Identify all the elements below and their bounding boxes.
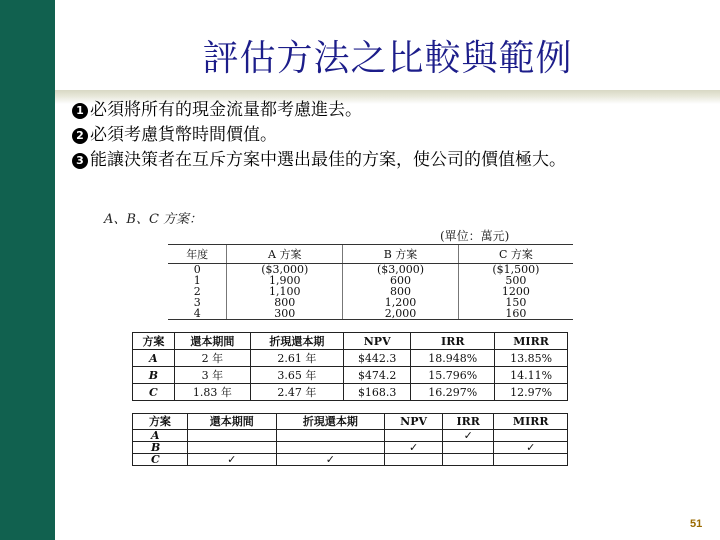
- table-cell: ($1,500): [458, 264, 573, 276]
- table-cell: 13.85%: [495, 350, 568, 367]
- selection-table: [132, 413, 568, 466]
- table-cell: 500: [458, 275, 573, 286]
- check-cell: ✓: [187, 454, 276, 466]
- check-cell: [276, 442, 385, 454]
- bullet-text: 必須將所有的現金流量都考慮進去。: [90, 100, 362, 120]
- column-header: B 方案: [343, 245, 459, 264]
- table-cell: 2: [193, 285, 201, 298]
- check-cell: ✓: [276, 454, 385, 466]
- table-cell: 600: [343, 275, 459, 286]
- project-label: A: [133, 350, 175, 367]
- column-header: 折現還本期: [250, 333, 343, 350]
- table-cell: 1,900: [227, 275, 343, 286]
- bullet-list: [72, 98, 712, 173]
- page-number: 51: [690, 518, 703, 530]
- table-cell: 1: [193, 274, 201, 287]
- column-header: A 方案: [227, 245, 343, 264]
- table-cell: 3: [193, 296, 201, 309]
- table-cell: 150: [458, 297, 573, 308]
- table-cell: 2 年: [174, 350, 250, 367]
- table-cell: 15.796%: [411, 367, 495, 384]
- column-header: MIRR: [495, 333, 568, 350]
- bullet-number-3: 3: [72, 153, 88, 169]
- table-cell: 1200: [458, 286, 573, 297]
- column-header: NPV: [385, 414, 443, 430]
- check-cell: ✓: [442, 430, 493, 442]
- table-cell: 18.948%: [411, 350, 495, 367]
- table-cell: $168.3: [343, 384, 410, 401]
- table-cell: ($3,000): [227, 264, 343, 276]
- table-row: [133, 384, 568, 401]
- table-cell: 0: [193, 263, 201, 276]
- bullet-number-2: 2: [72, 128, 88, 144]
- check-cell: [385, 430, 443, 442]
- figure-caption: A、B、C 方案：: [104, 212, 203, 227]
- table-cell: 14.11%: [495, 367, 568, 384]
- table-cell: $442.3: [343, 350, 410, 367]
- column-header: 還本期間: [187, 414, 276, 430]
- table-row: [133, 367, 568, 384]
- column-header: 折現還本期: [276, 414, 385, 430]
- check-cell: ✓: [385, 442, 443, 454]
- check-cell: [187, 430, 276, 442]
- table-cell: 2,000: [343, 308, 459, 320]
- table-cell: 3.65 年: [250, 367, 343, 384]
- table-header-row: [133, 333, 568, 350]
- slide-title: 評估方法之比較與範例: [202, 38, 573, 79]
- bullet-item: [72, 98, 712, 123]
- column-header: 方案: [133, 333, 175, 350]
- bullet-number-1: 1: [72, 103, 88, 119]
- table-row: [168, 308, 573, 320]
- table-cell: 16.297%: [411, 384, 495, 401]
- check-cell: [494, 454, 568, 466]
- table-row: [133, 454, 568, 466]
- column-header: 方案: [133, 414, 188, 430]
- bullet-text: 必須考慮貨幣時間價值。: [90, 125, 277, 145]
- table-cell: 2.61 年: [250, 350, 343, 367]
- table-cell: 160: [458, 308, 573, 320]
- table-cell: 3 年: [174, 367, 250, 384]
- table-row: [133, 430, 568, 442]
- column-header: C 方案: [458, 245, 573, 264]
- column-header: 年度: [168, 245, 227, 264]
- project-label: B: [133, 442, 188, 454]
- check-cell: [385, 454, 443, 466]
- project-label: A: [133, 430, 188, 442]
- check-cell: [276, 430, 385, 442]
- check-cell: [442, 454, 493, 466]
- table-cell: 2.47 年: [250, 384, 343, 401]
- table-cell: 12.97%: [495, 384, 568, 401]
- table-cell: ($3,000): [343, 264, 459, 276]
- bullet-item: [72, 148, 712, 173]
- table-cell: 800: [227, 297, 343, 308]
- check-cell: [442, 442, 493, 454]
- check-cell: [494, 430, 568, 442]
- table-header-row: [168, 245, 573, 264]
- check-cell: ✓: [494, 442, 568, 454]
- table-cell: 1.83 年: [174, 384, 250, 401]
- column-header: IRR: [411, 333, 495, 350]
- table-cell: 800: [343, 286, 459, 297]
- table-header-row: [133, 414, 568, 430]
- table-cell: $474.2: [343, 367, 410, 384]
- column-header: MIRR: [494, 414, 568, 430]
- bullet-item: [72, 123, 712, 148]
- slide-sidebar: [0, 0, 55, 540]
- table-cell: 1,100: [227, 286, 343, 297]
- project-label: C: [133, 454, 188, 466]
- column-header: IRR: [442, 414, 493, 430]
- table-row: [133, 350, 568, 367]
- comparison-table: [132, 332, 568, 401]
- project-label: B: [133, 367, 175, 384]
- table-row: [133, 442, 568, 454]
- table-cell: 300: [227, 308, 343, 320]
- cashflow-table: [168, 244, 573, 320]
- check-cell: [187, 442, 276, 454]
- bullet-text: 能讓決策者在互斥方案中選出最佳的方案，使公司的價值極大。: [90, 150, 566, 170]
- column-header: 還本期間: [174, 333, 250, 350]
- project-label: C: [133, 384, 175, 401]
- figure-unit: (單位：萬元): [440, 229, 510, 243]
- table-cell: 1,200: [343, 297, 459, 308]
- table-cell: 4: [168, 308, 227, 320]
- column-header: NPV: [343, 333, 410, 350]
